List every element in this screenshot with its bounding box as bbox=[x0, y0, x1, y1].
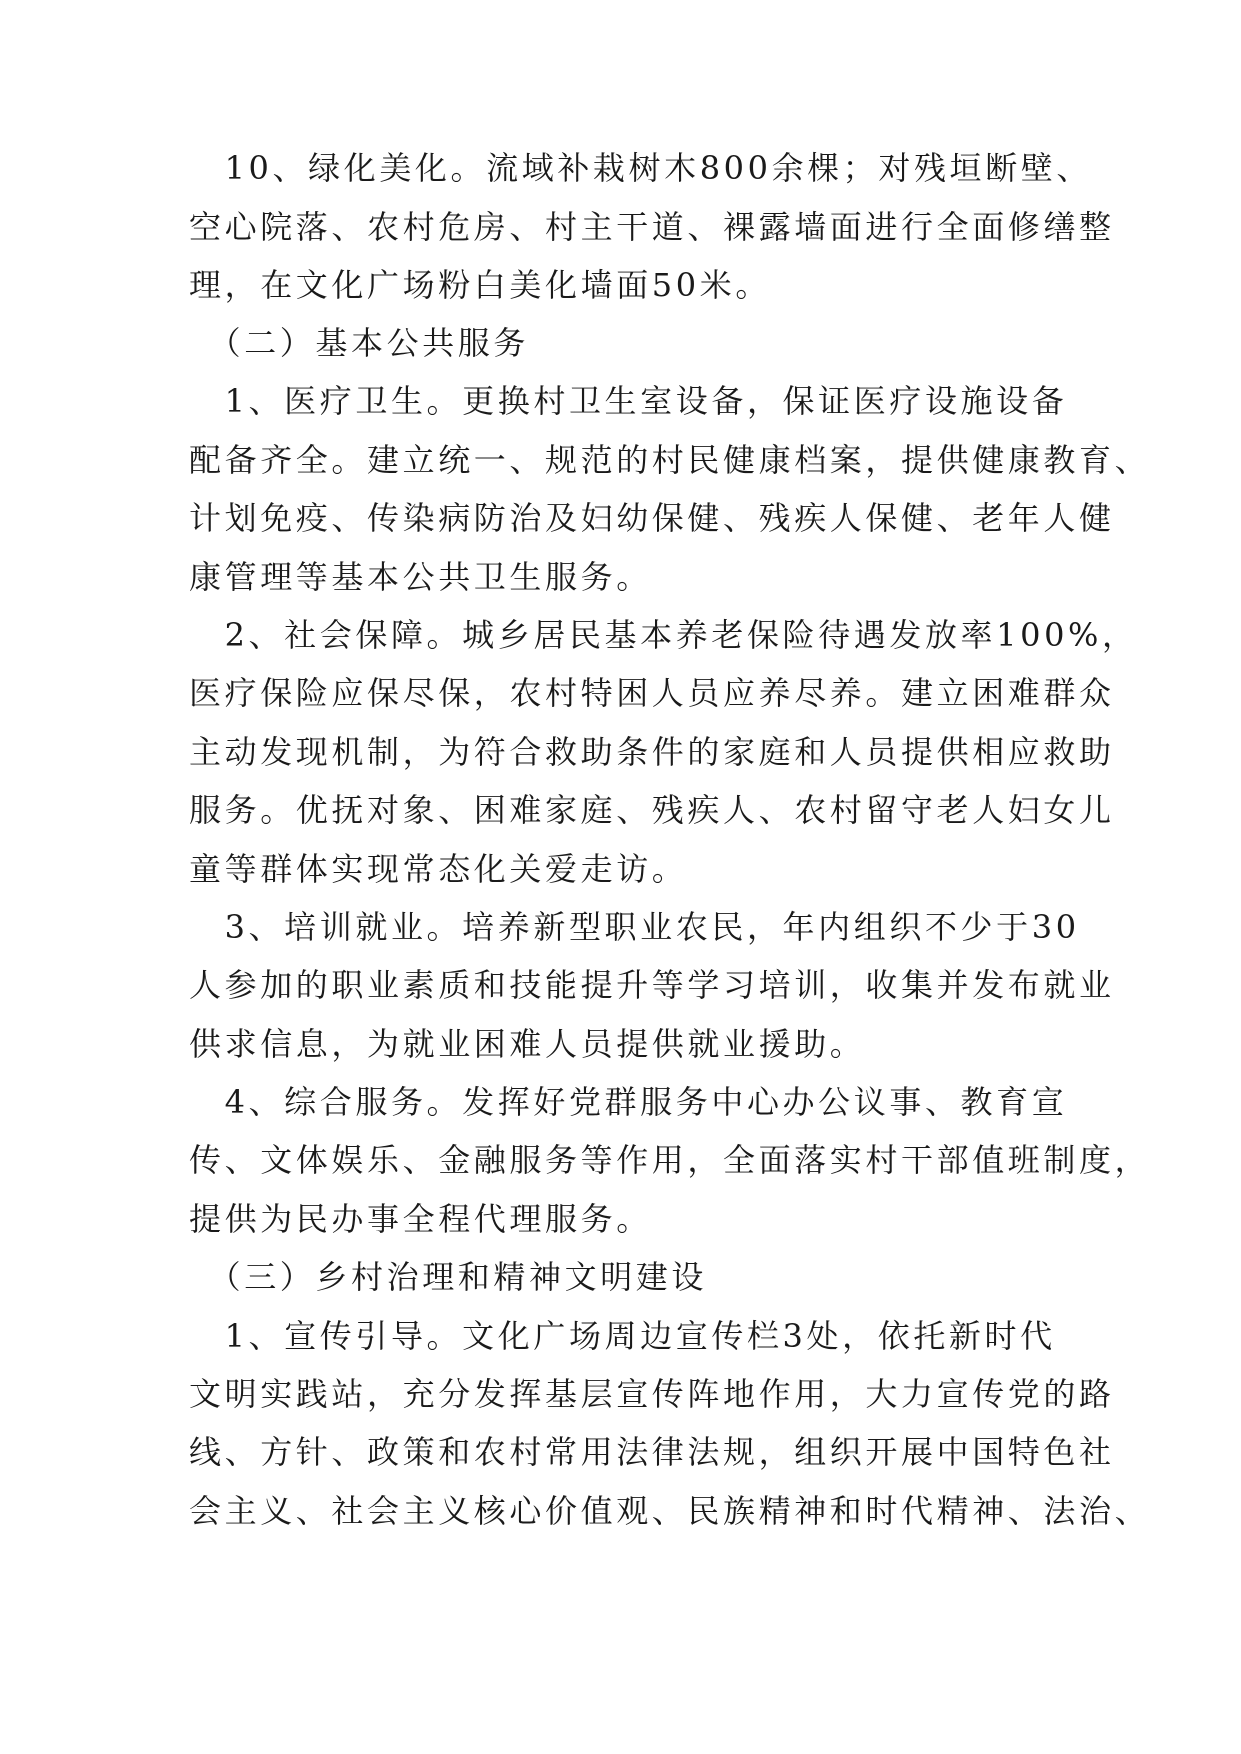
paragraph-medical-line-3: 计划免疫、传染病防治及妇幼保健、残疾人保健、老年人健 bbox=[189, 499, 1115, 537]
paragraph-social-security-line-3: 主动发现机制，为符合救助条件的家庭和人员提供相应救助 bbox=[189, 733, 1115, 771]
paragraph-training-line-2: 人参加的职业素质和技能提升等学习培训，收集并发布就业 bbox=[189, 966, 1115, 1004]
paragraph-comprehensive-line-1: 4、综合服务。发挥好党群服务中心办公议事、教育宣 bbox=[189, 1083, 1068, 1121]
section-heading-governance: （三）乡村治理和精神文明建设 bbox=[189, 1258, 708, 1296]
paragraph-greening-line-3: 理，在文化广场粉白美化墙面50米。 bbox=[189, 266, 771, 304]
paragraph-greening-line-1: 10、绿化美化。流域补栽树木800余棵；对残垣断壁、 bbox=[189, 149, 1092, 187]
paragraph-medical-line-1: 1、医疗卫生。更换村卫生室设备，保证医疗设施设备 bbox=[189, 382, 1068, 420]
paragraph-publicity-line-3: 线、方针、政策和农村常用法律法规，组织开展中国特色社 bbox=[189, 1433, 1115, 1471]
paragraph-comprehensive-line-3: 提供为民办事全程代理服务。 bbox=[189, 1200, 652, 1238]
paragraph-publicity-line-4: 会主义、社会主义核心价值观、民族精神和时代精神、法治、 bbox=[189, 1492, 1151, 1530]
paragraph-social-security-line-4: 服务。优抚对象、困难家庭、残疾人、农村留守老人妇女儿 bbox=[189, 791, 1115, 829]
paragraph-social-security-line-5: 童等群体实现常态化关爱走访。 bbox=[189, 850, 688, 888]
paragraph-social-security-line-2: 医疗保险应保尽保，农村特困人员应养尽养。建立困难群众 bbox=[189, 674, 1115, 712]
paragraph-comprehensive-line-2: 传、文体娱乐、金融服务等作用，全面落实村干部值班制度， bbox=[189, 1141, 1151, 1179]
paragraph-publicity-line-1: 1、宣传引导。文化广场周边宣传栏3处，依托新时代 bbox=[189, 1317, 1056, 1355]
paragraph-social-security-line-1: 2、社会保障。城乡居民基本养老保险待遇发放率100%， bbox=[189, 616, 1138, 654]
paragraph-publicity-line-2: 文明实践站，充分发挥基层宣传阵地作用，大力宣传党的路 bbox=[189, 1375, 1115, 1413]
paragraph-medical-line-4: 康管理等基本公共卫生服务。 bbox=[189, 558, 652, 596]
paragraph-greening-line-2: 空心院落、农村危房、村主干道、裸露墙面进行全面修缮整 bbox=[189, 208, 1115, 246]
section-heading-public-services: （二）基本公共服务 bbox=[189, 324, 530, 362]
paragraph-medical-line-2: 配备齐全。建立统一、规范的村民健康档案，提供健康教育、 bbox=[189, 441, 1151, 479]
paragraph-training-line-1: 3、培训就业。培养新型职业农民，年内组织不少于30 bbox=[189, 908, 1080, 946]
paragraph-training-line-3: 供求信息，为就业困难人员提供就业援助。 bbox=[189, 1025, 866, 1063]
